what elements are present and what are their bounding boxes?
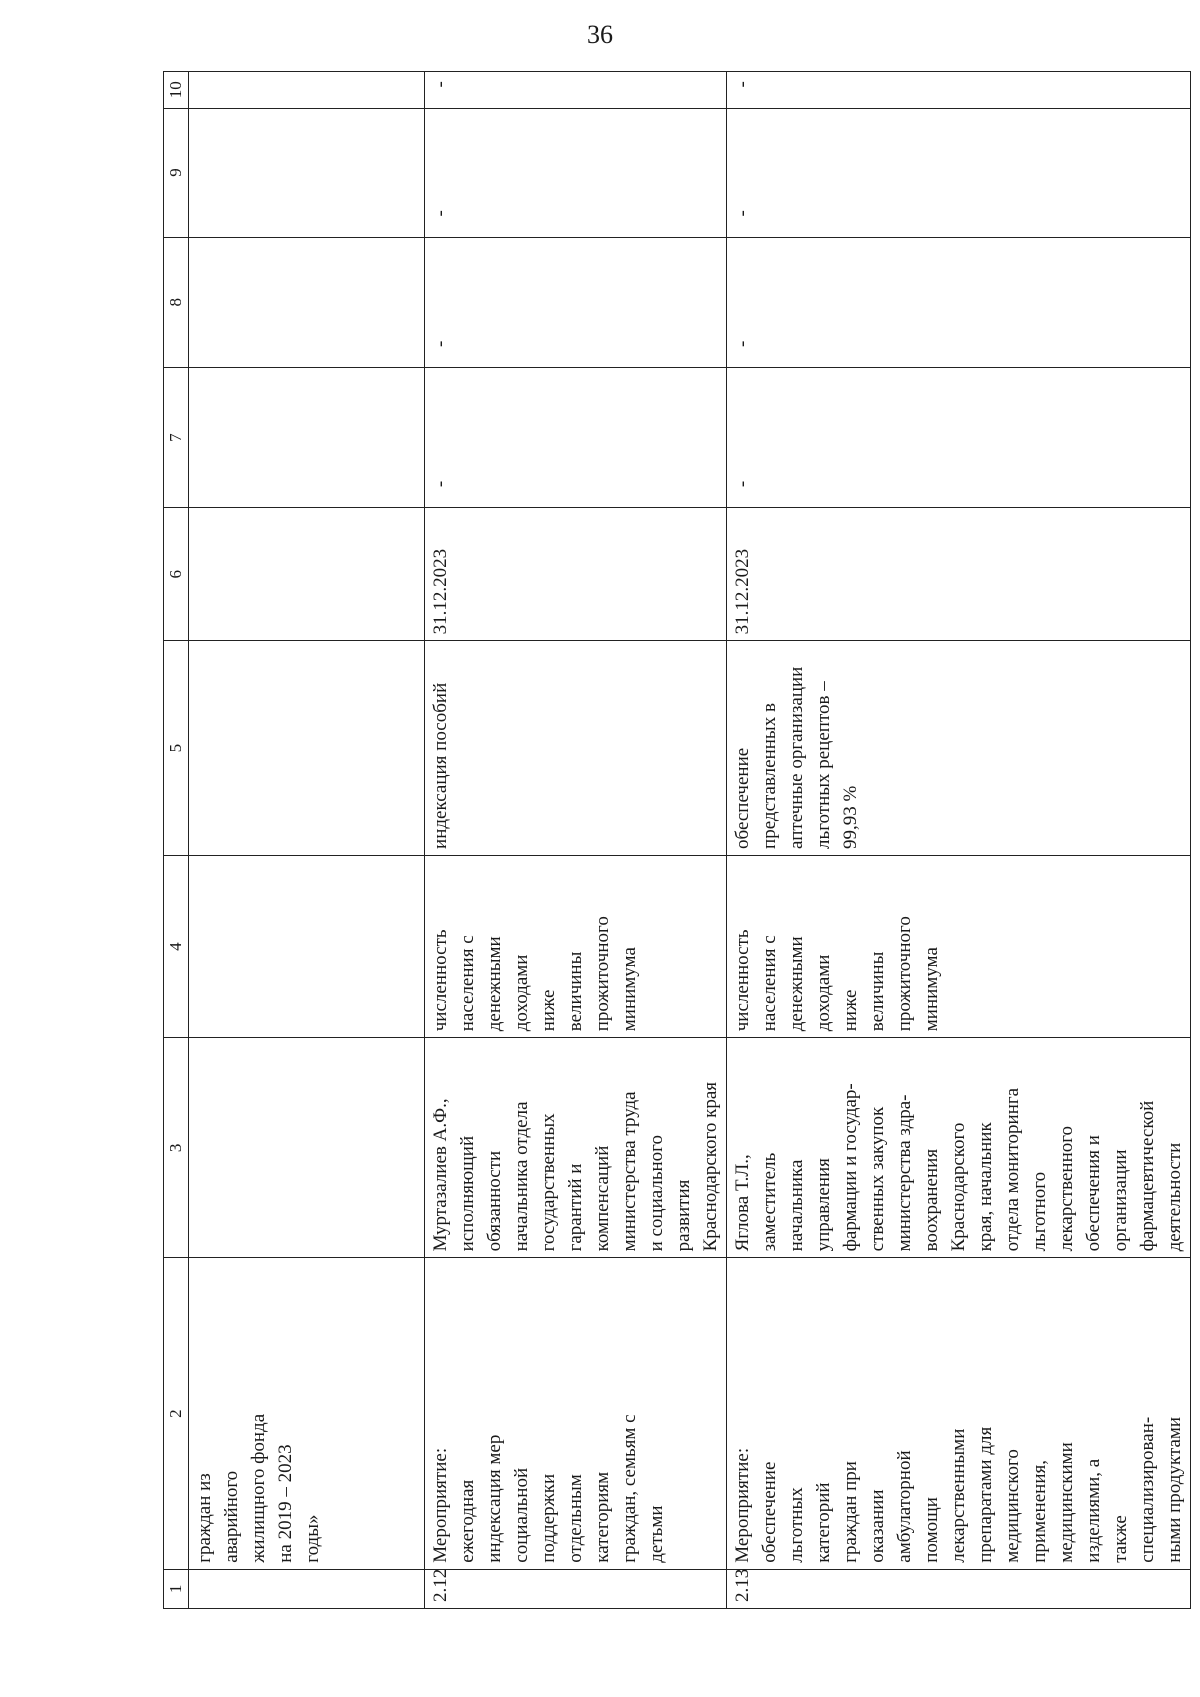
measures-table	[163, 71, 1191, 1609]
cell-col10	[189, 72, 425, 109]
page-number: 36	[587, 20, 613, 49]
cell-col10: -	[425, 72, 727, 109]
responsible-cell	[189, 1038, 425, 1258]
table-row	[189, 72, 425, 1609]
column-header-8: 8	[164, 237, 189, 367]
responsible-cell: Яглова Т.Л., заместитель начальника управления фармации и государ- ственных закупок министерства здра- воохранения Краснодарского края, начальник отдела мониторинга льготного лекарственного обеспечения и организации фармацевтической деятельности	[727, 1038, 1191, 1258]
rotated-table-container	[163, 71, 1185, 1609]
column-header-6: 6	[164, 508, 189, 641]
result-cell	[189, 641, 425, 856]
column-header-3: 3	[164, 1038, 189, 1258]
event-cell: Мероприятие: ежегодная индексация мер социальной поддержки отдельным категориям граждан, семьям с детьми	[425, 1258, 727, 1569]
result-cell: индексация пособий	[425, 641, 727, 856]
row-number: 2.12	[425, 1569, 727, 1608]
event-cell: граждан из аварийного жилищного фонда на 2019 – 2023 годы»	[189, 1258, 425, 1569]
indicator-cell: численность населения с денежными доходами ниже величины прожиточного минимума	[727, 855, 1191, 1037]
header-row	[164, 72, 189, 1609]
row-number	[189, 1569, 425, 1608]
table-row	[425, 72, 727, 1609]
cell-col8	[189, 237, 425, 367]
indicator-cell: численность населения с денежными доходами ниже величины прожиточного минимума	[425, 855, 727, 1037]
responsible-cell: Муртазалиев А.Ф., исполняющий обязанности начальника отдела государственных гарантий и компенсаций министерства труда и социального развития Краснодарского края	[425, 1038, 727, 1258]
cell-col7: -	[425, 367, 727, 507]
indicator-cell	[189, 855, 425, 1037]
column-header-9: 9	[164, 108, 189, 237]
date-cell: 31.12.2023	[727, 508, 1191, 641]
cell-col9: -	[727, 108, 1191, 237]
result-cell: обеспечение представленных в аптечные организации льготных рецептов – 99,93 %	[727, 641, 1191, 856]
column-header-1: 1	[164, 1569, 189, 1608]
cell-col8: -	[727, 237, 1191, 367]
cell-col7: -	[727, 367, 1191, 507]
column-header-2: 2	[164, 1258, 189, 1569]
cell-col9	[189, 108, 425, 237]
cell-col9: -	[425, 108, 727, 237]
date-cell: 31.12.2023	[425, 508, 727, 641]
cell-col7	[189, 367, 425, 507]
date-cell	[189, 508, 425, 641]
cell-col10: -	[727, 72, 1191, 109]
event-cell: Мероприятие: обеспечение льготных категорий граждан при оказании амбулаторной помощи лекарственными препаратами для медицинского применения, медицинскими изделиями, а также специализирован- ными продуктами	[727, 1258, 1191, 1569]
column-header-5: 5	[164, 641, 189, 856]
table-row	[727, 72, 1191, 1609]
column-header-7: 7	[164, 367, 189, 507]
cell-col8: -	[425, 237, 727, 367]
column-header-10: 10	[164, 72, 189, 109]
row-number: 2.13	[727, 1569, 1191, 1608]
column-header-4: 4	[164, 855, 189, 1037]
